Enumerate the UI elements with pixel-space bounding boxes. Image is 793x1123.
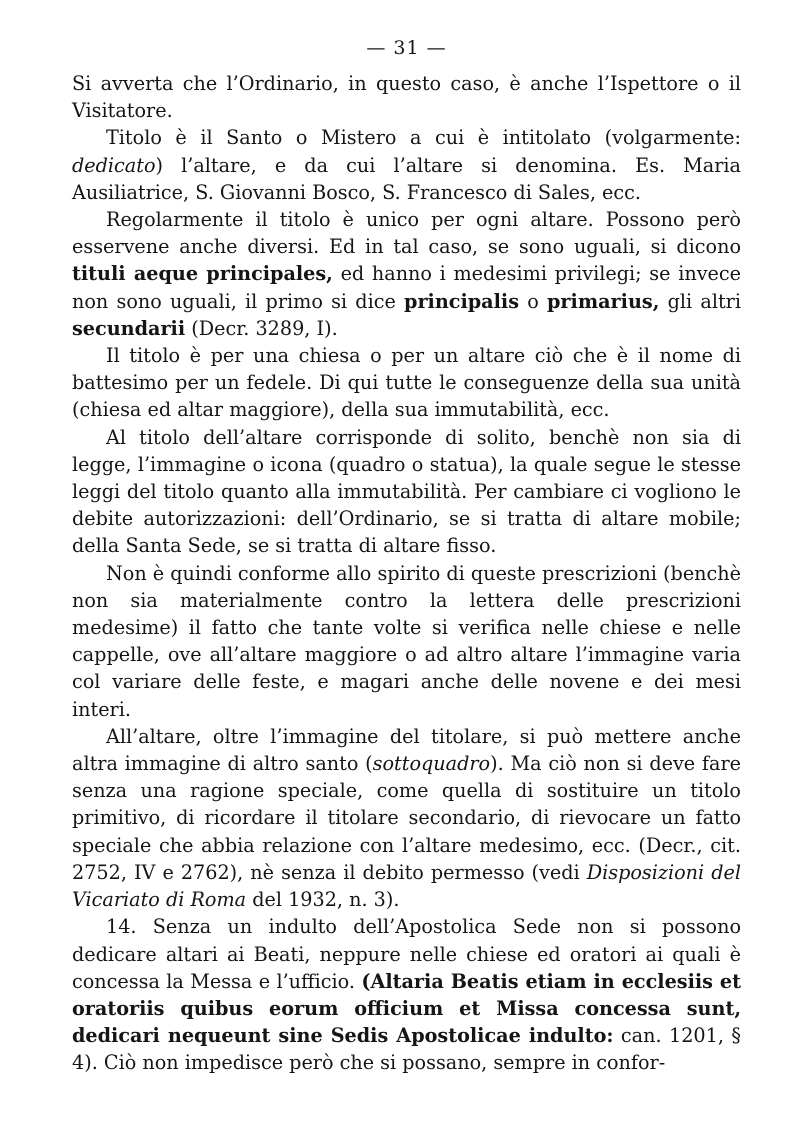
- paragraph: [72, 124, 741, 206]
- bold-text: secundarii: [72, 316, 186, 340]
- italic-text: sottoquadro: [372, 752, 491, 776]
- bold-text: principalis: [404, 289, 519, 313]
- body-text: gli altri: [659, 289, 741, 313]
- body-text: (Decr. 3289, I).: [185, 316, 338, 340]
- body-text: Titolo è il Santo o Mistero a cui è intitolato (volgarmente:: [106, 126, 741, 150]
- italic-text: Disposizioni del Vicariato di Roma: [72, 860, 741, 912]
- body-text: Si avverta che l’Ordinario, in questo caso, è anche l’Ispettore o il Visitatore.: [72, 72, 741, 123]
- paragraph: [72, 206, 741, 342]
- body-text: del 1932, n. 3).: [246, 888, 400, 912]
- bold-text: (Altaria Beatis etiam in ecclesiis et oratoriis quibus eorum officium et Missa concessa sunt, dedicari nequeunt sine Sedis Apostolicae indulto:: [72, 969, 741, 1048]
- paragraph: [72, 723, 741, 913]
- bold-text: primarius,: [547, 289, 660, 313]
- body-text: ). Ma ciò non si deve fare senza una ragione speciale, come quella di sostituire un titolo primitivo, di ricordare il titolare secondario, di rievocare un fatto speciale che abbia relazione con l’altare medesimo, ecc. (Decr., cit. 2752, IV e 2762), nè senza il debito permesso (vedi: [72, 752, 741, 884]
- body-text: ) l’altare, e da cui l’altare si denomina. Es. Maria Ausiliatrice, S. Giovanni Bosco, S. Francesco di Sales, ecc.: [72, 153, 741, 204]
- paragraph: [72, 342, 741, 424]
- body-text: 14. Senza un indulto dell’Apostolica Sede non si possono dedicare altari ai Beati, neppure nelle chiese ed oratori ai quali è concessa la Messa e l’ufficio.: [72, 915, 741, 993]
- page-number: — 31 —: [366, 37, 447, 59]
- body-text: o: [519, 289, 547, 313]
- body-text: Il titolo è per una chiesa o per un altare ciò che è il nome di battesimo per un fedele. Di qui tutte le conseguenze della sua unità (chiesa ed altar maggiore), della sua immutabilità, ecc.: [72, 344, 741, 422]
- paragraph: [72, 424, 741, 560]
- body-text: Non è quindi conforme allo spirito di queste prescrizioni (benchè non sia materialmente contro la lettera delle prescrizioni medesime) il fatto che tante volte si verifica nelle chiese e nelle cappelle, ove all’altare maggiore o ad altro altare l’immagine varia col variare delle feste, e magari anche delle novene e dei mesi interi.: [72, 561, 741, 721]
- body-text: ed hanno i medesimi privilegi; se invece non sono uguali, il primo si dice: [72, 262, 741, 313]
- body-text: All’altare, oltre l’immagine del titolare, si può mettere anche altra immagine di altro santo (: [72, 724, 741, 776]
- bold-text: tituli aeque principales,: [72, 262, 333, 286]
- body-text: Al titolo dell’altare corrisponde di solito, benchè non sia di legge, l’immagine o icona (quadro o statua), la quale segue le stesse leggi del titolo quanto alla immutabilità. Per cambiare ci vogliono le debite autorizzazioni: dell’Ordinario, se si tratta di altare mobile; della Santa Sede, se si tratta di altare fisso.: [72, 425, 741, 558]
- body-text: can. 1201, § 4). Ciò non impedisce però che si possano, sempre in confor-: [72, 1024, 741, 1075]
- body-text: Regolarmente il titolo è unico per ogni altare. Possono però esservene anche diversi. Ed in tal caso, se sono uguali, si dicono: [72, 208, 741, 259]
- italic-text: dedicato: [72, 153, 156, 177]
- paragraph: [72, 913, 741, 1076]
- paragraph: [72, 70, 741, 124]
- paragraph: [72, 560, 741, 723]
